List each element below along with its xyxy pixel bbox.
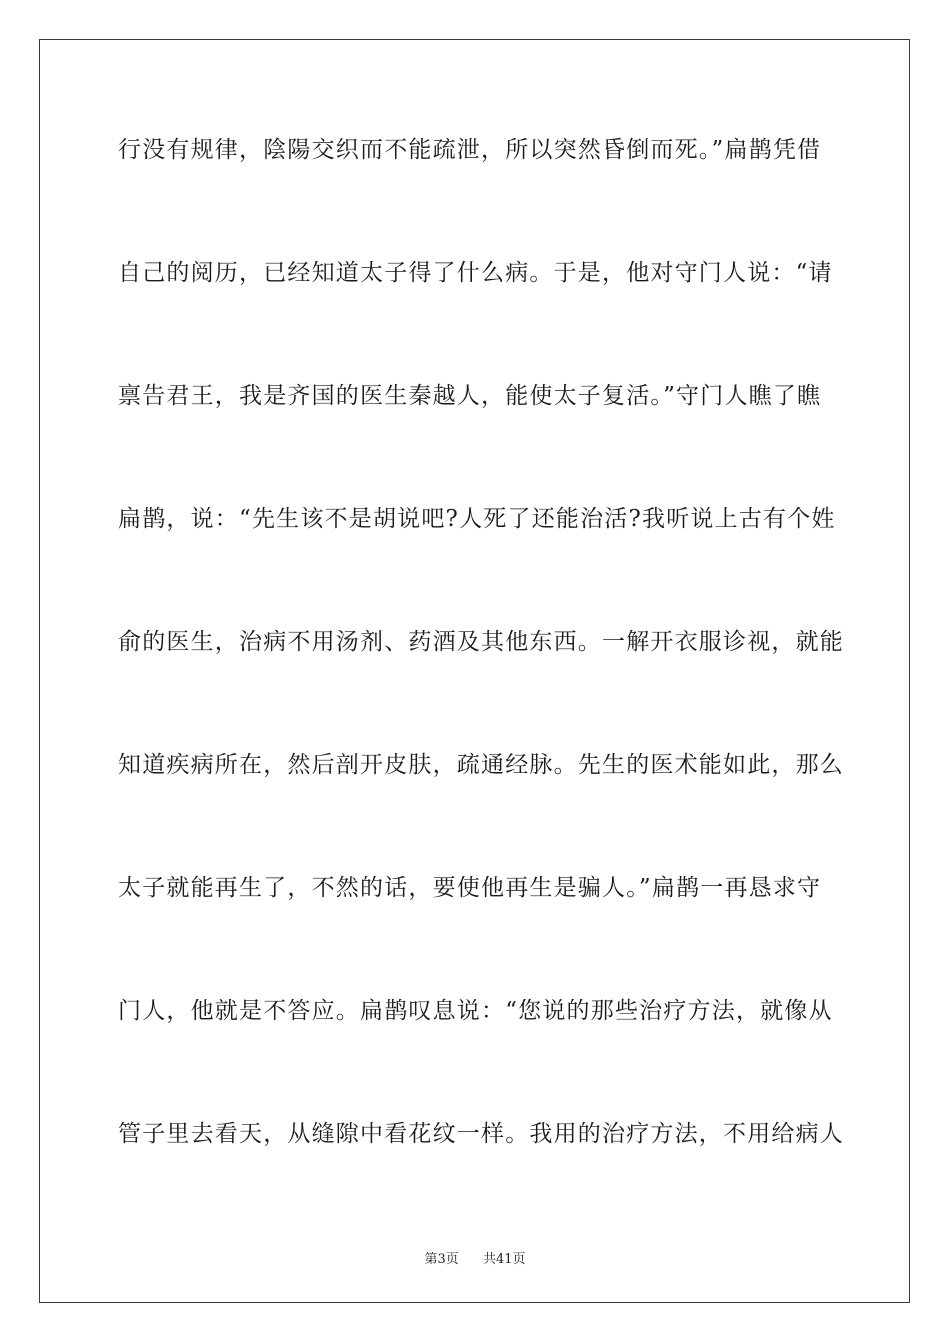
text-line: 管子里去看天，从缝隙中看花纹一样。我用的治疗方法，不用给病人 xyxy=(118,1121,844,1147)
text-line: 太子就能再生了，不然的话，要使他再生是骗人。”扁鹊一再恳求守 xyxy=(118,875,822,901)
text-line: 自己的阅历，已经知道太子得了什么病。于是，他对守门人说：“请 xyxy=(118,260,833,286)
text-line: 禀告君王，我是齐国的医生秦越人，能使太子复活。”守门人瞧了瞧 xyxy=(118,383,822,409)
page-footer xyxy=(0,1248,950,1267)
text-line: 俞的医生，治病不用汤剂、药酒及其他东西。一解开衣服诊视，就能 xyxy=(118,629,844,655)
page-number: 第3页 xyxy=(424,1252,459,1267)
text-line: 扁鹊，说：“先生该不是胡说吧?人死了还能治活?我听说上古有个姓 xyxy=(118,506,836,532)
document-body xyxy=(118,128,844,1235)
text-line: 行没有规律，陰陽交织而不能疏泄，所以突然昏倒而死。”扁鹊凭借 xyxy=(118,137,822,163)
text-line: 门人，他就是不答应。扁鹊叹息说：“您说的那些治疗方法，就像从 xyxy=(118,998,833,1024)
text-line: 知道疾病所在，然后剖开皮肤，疏通经脉。先生的医术能如此，那么 xyxy=(118,752,844,778)
page-total: 共41页 xyxy=(483,1252,526,1267)
